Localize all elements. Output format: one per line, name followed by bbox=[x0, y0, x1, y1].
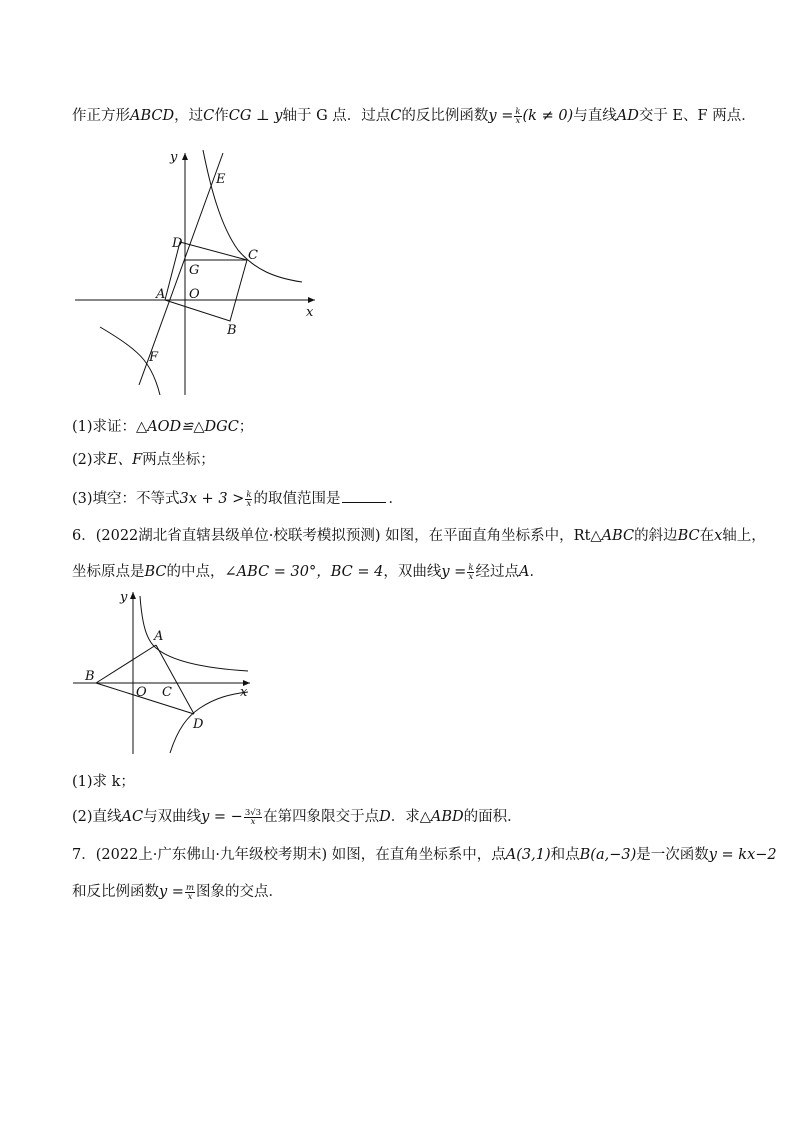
square-abcd bbox=[165, 242, 247, 321]
fraction-numerator: k bbox=[246, 489, 252, 500]
segment-ba bbox=[96, 645, 156, 683]
label-f: F bbox=[149, 350, 159, 365]
q7-line-2 bbox=[72, 882, 754, 902]
label-b: B bbox=[227, 323, 237, 338]
math-ac: AC bbox=[121, 809, 144, 825]
math-abcd: ABCD bbox=[130, 108, 175, 124]
label-y: y bbox=[120, 590, 128, 605]
q7-text: 图象的交点． bbox=[196, 884, 284, 900]
figure-1-square-hyperbola bbox=[70, 145, 330, 405]
q6-item-2-text: 在第四象限交于点 bbox=[263, 809, 380, 825]
q6-text: 在 bbox=[699, 528, 715, 544]
label-a: A bbox=[156, 287, 166, 302]
q7-text: 和反比例函数 bbox=[72, 884, 159, 900]
q5-item-3-text: (3)填空：不等式 bbox=[72, 491, 180, 507]
label-d: D bbox=[193, 717, 204, 732]
math-perp: ⊥ bbox=[251, 108, 275, 124]
q7-text: 和点 bbox=[550, 847, 580, 863]
fraction-denominator: x bbox=[187, 891, 193, 902]
math-y-eq: y = bbox=[488, 108, 514, 124]
fraction-k-over-x bbox=[245, 491, 252, 508]
math-y-eq: y = bbox=[441, 564, 467, 580]
fraction-numerator: k bbox=[468, 562, 474, 573]
q5-item-2-end: 两点坐标； bbox=[142, 452, 215, 468]
label-d: D bbox=[172, 236, 183, 251]
fraction-m-over-x bbox=[185, 884, 195, 901]
q6-text: ． bbox=[529, 564, 544, 580]
intro-text: ，过 bbox=[174, 108, 204, 124]
q6-item-2-text: 的面积． bbox=[463, 809, 522, 825]
math-y-eq: y = bbox=[159, 884, 184, 900]
q5-item-3-end: ． bbox=[388, 491, 403, 507]
hyperbola-y-neg bbox=[170, 692, 248, 753]
q6-line-1 bbox=[72, 526, 766, 546]
label-g: G bbox=[189, 263, 200, 278]
fraction-k-over-x bbox=[467, 564, 474, 581]
fraction-numerator: m bbox=[185, 882, 195, 893]
q5-item-2-text: (2)求 bbox=[72, 452, 108, 468]
q5-item-2 bbox=[72, 450, 754, 470]
math-condition: (k ≠ 0) bbox=[522, 108, 574, 124]
label-o: O bbox=[189, 287, 200, 302]
q6-text: ，双曲线 bbox=[383, 564, 442, 580]
q6-text: 的中点， bbox=[166, 564, 225, 580]
label-e: E bbox=[216, 172, 226, 187]
math-x: x bbox=[714, 528, 723, 544]
label-c: C bbox=[248, 248, 258, 263]
label-c: C bbox=[162, 685, 172, 700]
q6-text: 经过点 bbox=[475, 564, 519, 580]
fraction-denominator: x bbox=[468, 571, 474, 582]
fraction-denominator: x bbox=[246, 498, 252, 509]
math-angle: ∠ABC = 30°，BC = 4 bbox=[224, 564, 384, 580]
q5-item-1 bbox=[72, 417, 754, 437]
q6-item-2-text: 与双曲线 bbox=[143, 809, 202, 825]
intro-text: 与直线 bbox=[573, 108, 617, 124]
fraction-denominator: x bbox=[515, 115, 521, 126]
math-congruence: △AOD≌△DGC bbox=[136, 419, 239, 435]
q5-item-3-text: 的取值范围是 bbox=[253, 491, 341, 507]
math-abd: ABD bbox=[430, 809, 464, 825]
intro-text: 作 bbox=[214, 108, 229, 124]
intro-text: 的反比例函数 bbox=[401, 108, 489, 124]
label-o: O bbox=[136, 685, 147, 700]
math-d: D bbox=[379, 809, 391, 825]
math-linear-eq: y = kx−2 bbox=[708, 847, 777, 863]
math-c: C bbox=[203, 108, 215, 124]
math-point-b: B(a,−3) bbox=[579, 847, 637, 863]
q5-item-1-text: (1)求证： bbox=[72, 419, 137, 435]
math-y: y bbox=[274, 108, 283, 124]
intro-text: 作正方形 bbox=[72, 108, 130, 124]
q5-item-3 bbox=[72, 488, 754, 509]
fraction-k-over-x bbox=[514, 108, 521, 125]
math-y-eq: y = − bbox=[201, 809, 243, 825]
math-bc: BC bbox=[144, 564, 167, 580]
math-ad: AD bbox=[616, 108, 639, 124]
fraction-3sqrt3-over-x bbox=[244, 809, 262, 826]
answer-blank[interactable] bbox=[342, 488, 386, 503]
intro-text: 交于 E、F 两点． bbox=[638, 108, 756, 124]
math-a: A bbox=[518, 564, 530, 580]
label-x: x bbox=[306, 305, 314, 320]
q7-text: 7．(2022上·广东佛山·九年级校考期末) 如图，在直角坐标系中，点 bbox=[72, 847, 506, 863]
label-x: x bbox=[240, 685, 248, 700]
figure-2-triangle-hyperbola bbox=[70, 588, 260, 760]
q7-text: 是一次函数 bbox=[636, 847, 709, 863]
q6-item-2-text: (2)直线 bbox=[72, 809, 122, 825]
label-b: B bbox=[85, 669, 95, 684]
intro-line bbox=[72, 106, 754, 126]
label-a: A bbox=[154, 629, 164, 644]
math-rt: Rt△ bbox=[573, 528, 602, 544]
math-ef: E、F bbox=[107, 452, 143, 468]
q6-text: 坐标原点是 bbox=[72, 564, 145, 580]
q7-line-1 bbox=[72, 845, 777, 865]
q6-line-2 bbox=[72, 562, 754, 582]
q6-item-1 bbox=[72, 772, 754, 792]
q5-item-1-end: ； bbox=[238, 419, 254, 435]
q6-text: 6．(2022湖北省直辖县级单位·校联考模拟预测) 如图，在平面直角坐标系中， bbox=[72, 528, 574, 544]
math-cg: CG bbox=[228, 108, 252, 124]
math-c: C bbox=[390, 108, 402, 124]
math-bc: BC bbox=[677, 528, 700, 544]
fraction-denominator: x bbox=[250, 816, 256, 827]
q6-item-1-text: (1)求 k； bbox=[72, 774, 135, 790]
q6-item-2-text: ．求△ bbox=[390, 809, 431, 825]
math-abc: ABC bbox=[601, 528, 635, 544]
q6-text: 轴上， bbox=[722, 528, 766, 544]
intro-text: 轴于 G 点．过点 bbox=[282, 108, 391, 124]
q6-text: 的斜边 bbox=[634, 528, 678, 544]
fraction-numerator: 3√3 bbox=[244, 807, 262, 818]
label-y: y bbox=[170, 150, 178, 165]
math-point-a: A(3,1) bbox=[505, 847, 551, 863]
math-inequality: 3x + 3 > bbox=[179, 491, 245, 507]
fraction-numerator: k bbox=[515, 106, 521, 117]
q6-item-2 bbox=[72, 807, 754, 827]
